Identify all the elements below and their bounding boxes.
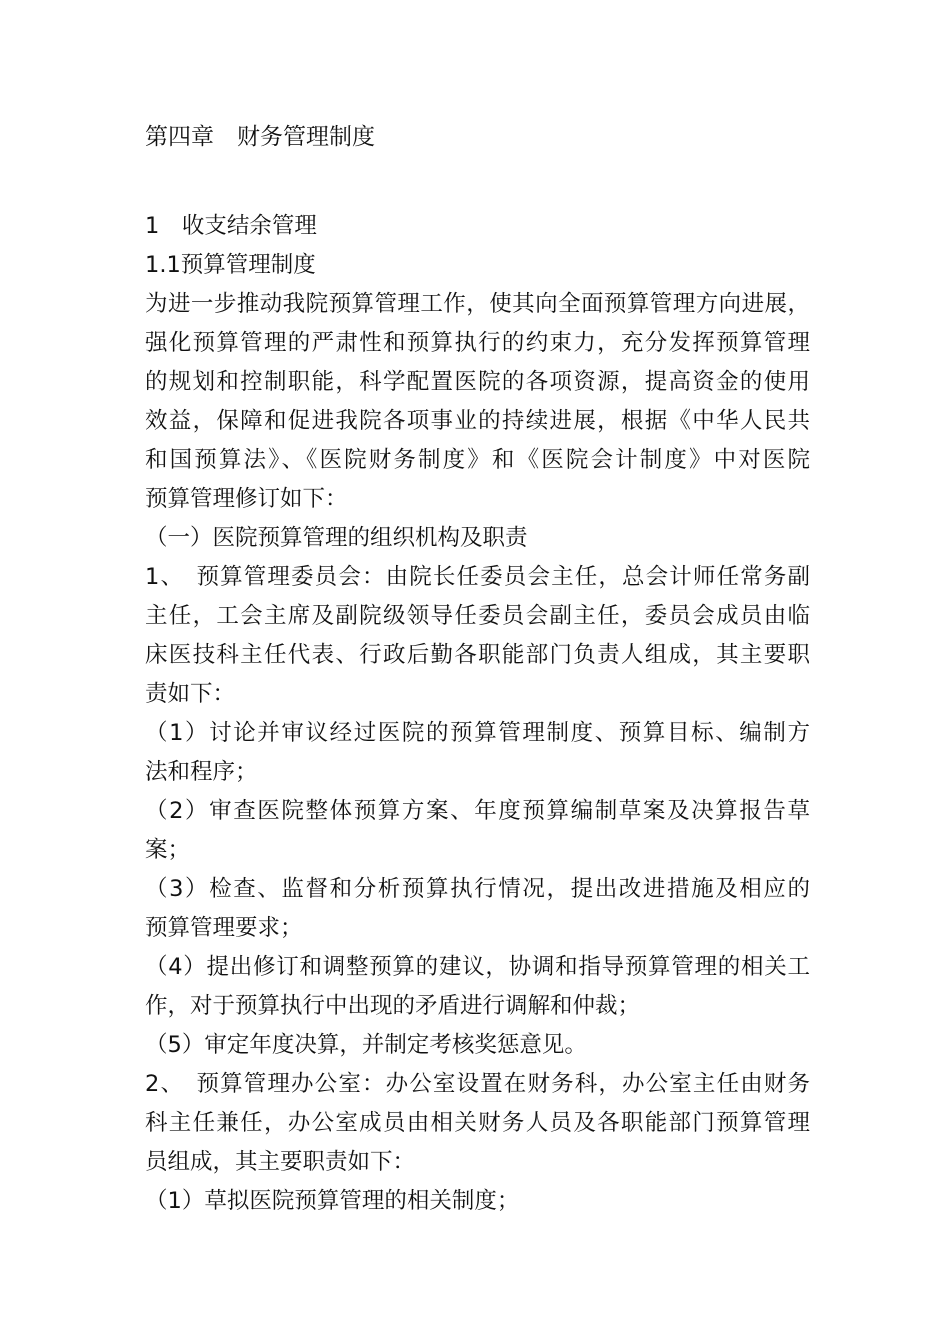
text-line: 作，对于预算执行中出现的矛盾进行调解和仲裁； (145, 993, 641, 1019)
text-line: （3）检查、监督和分析预算执行情况，提出改进措施及相应的 (145, 876, 810, 902)
text-line: 1.1预算管理制度 (145, 252, 316, 278)
text-line: （4）提出修订和调整预算的建议，协调和指导预算管理的相关工 (145, 954, 810, 980)
text-line: 法和程序； (145, 759, 258, 785)
text-line: 预算管理要求； (145, 915, 303, 941)
text-line: 床医技科主任代表、行政后勤各职能部门负责人组成，其主要职 (145, 642, 810, 668)
text-line: 的规划和控制职能，科学配置医院的各项资源，提高资金的使用 (145, 369, 810, 395)
text-line: 1 收支结余管理 (145, 213, 317, 239)
text-line: 效益，保障和促进我院各项事业的持续进展，根据《中华人民共 (145, 408, 810, 434)
chapter-title: 第四章 财务管理制度 (145, 124, 375, 150)
text-line: （2）审查医院整体预算方案、年度预算编制草案及决算报告草 (145, 798, 810, 824)
text-line: 责如下： (145, 681, 236, 707)
text-line: 2、 预算管理办公室：办公室设置在财务科，办公室主任由财务 (145, 1071, 810, 1097)
text-line: （1）草拟医院预算管理的相关制度； (145, 1188, 520, 1214)
text-line: 案； (145, 837, 191, 863)
text-line: 科主任兼任，办公室成员由相关财务人员及各职能部门预算管理 (145, 1110, 810, 1136)
text-line: 1、 预算管理委员会：由院长任委员会主任，总会计师任常务副 (145, 564, 810, 590)
text-line: 强化预算管理的严肃性和预算执行的约束力，充分发挥预算管理 (145, 330, 810, 356)
text-line: 预算管理修订如下： (145, 486, 348, 512)
text-line: 主任，工会主席及副院级领导任委员会副主任，委员会成员由临 (145, 603, 810, 629)
text-line: （1）讨论并审议经过医院的预算管理制度、预算目标、编制方 (145, 720, 810, 746)
text-line: 和国预算法》、《医院财务制度》和《医院会计制度》中对医院 (145, 447, 810, 473)
text-line: （一）医院预算管理的组织机构及职责 (145, 525, 528, 551)
text-line: （5）审定年度决算，并制定考核奖惩意见。 (145, 1032, 587, 1058)
text-line: 员组成，其主要职责如下： (145, 1149, 416, 1175)
text-line: 为进一步推动我院预算管理工作，使其向全面预算管理方向进展， (145, 291, 810, 317)
body-text (145, 207, 810, 1221)
